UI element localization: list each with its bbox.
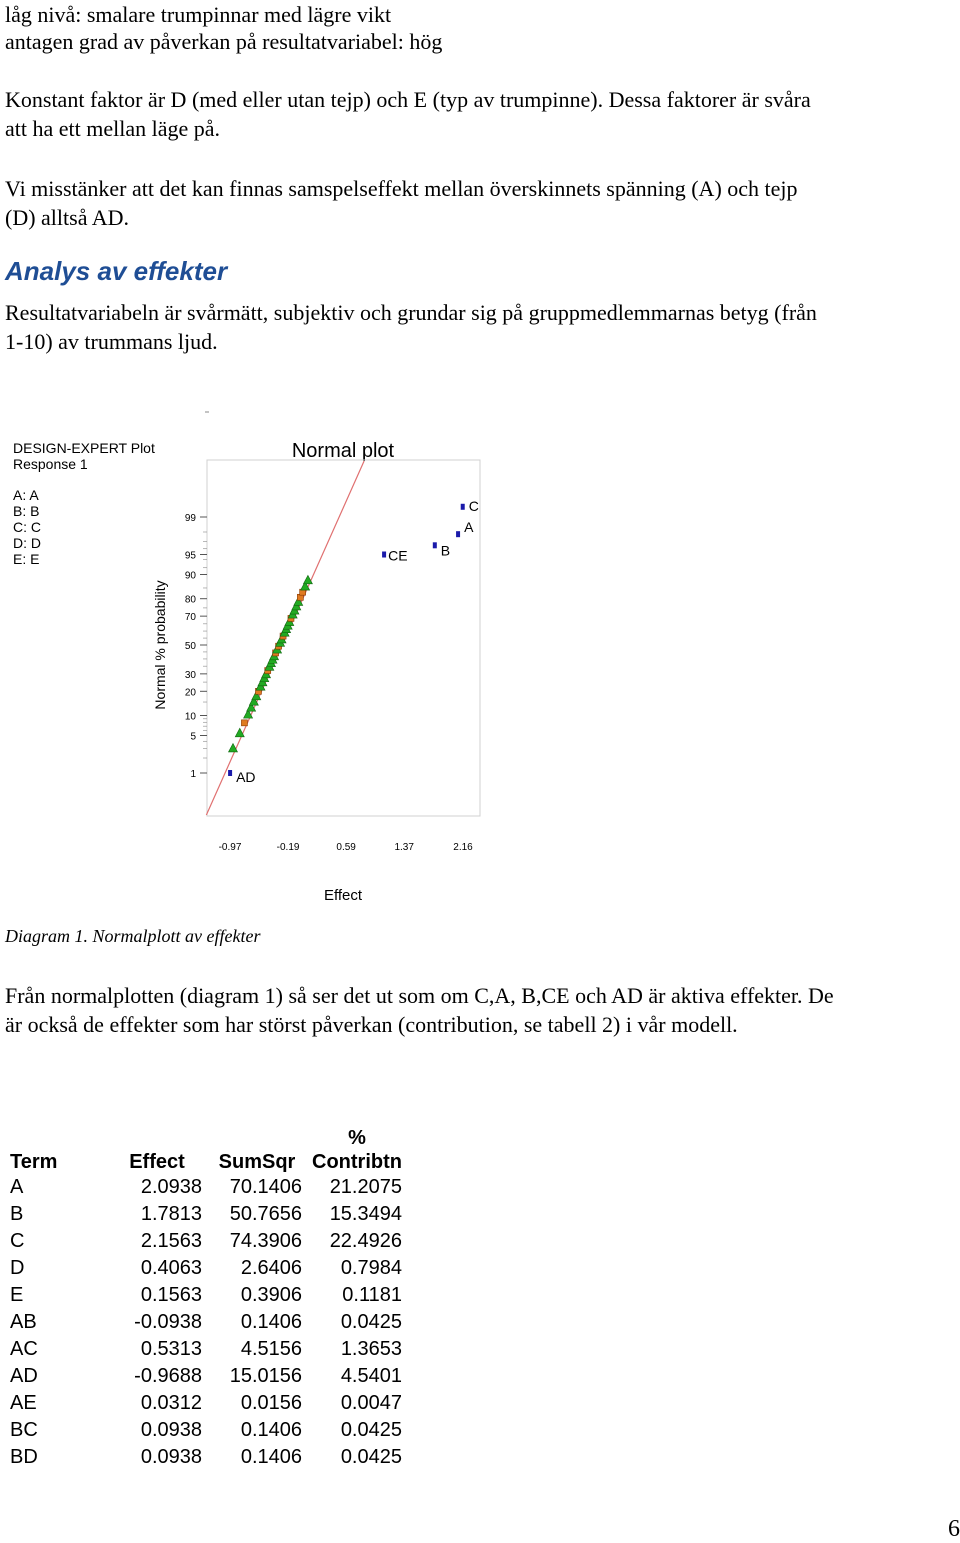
interaction-line-1: Vi misstänker att det kan finnas samspelseffekt mellan överskinnets spänning (A) och tejp (5, 176, 798, 201)
effect-cell: -0.0938 (134, 1311, 202, 1333)
y-tick-label: 80 (184, 594, 196, 606)
term-cell: BD (10, 1446, 38, 1468)
contribution-cell: 0.0425 (340, 1446, 402, 1468)
term-cell: BC (10, 1419, 38, 1441)
sumsqr-cell: 70.1406 (229, 1176, 302, 1198)
contribution-cell: 21.2075 (329, 1176, 402, 1198)
effect-cell: 2.0938 (140, 1176, 202, 1198)
header-effect: Effect (129, 1151, 185, 1173)
effects-table (5, 1120, 407, 1471)
header-contribtn: Contribtn (312, 1151, 402, 1173)
y-tick-label: 1 (190, 769, 196, 780)
section-para-line-2: 1-10) av trummans ljud. (5, 329, 218, 354)
table-row (5, 1336, 407, 1363)
labeled-point-marker (461, 504, 465, 510)
point-label: C (468, 497, 479, 514)
intro-line-1: låg nivå: smalare trumpinnar med lägre vikt (5, 2, 392, 27)
table-row (5, 1444, 407, 1471)
table-row (5, 1363, 407, 1390)
factor-legend-item: E: E (13, 551, 40, 567)
effect-cell: 2.1563 (140, 1230, 202, 1252)
plot-frame (207, 460, 480, 816)
contribution-cell: 0.0425 (340, 1311, 402, 1333)
effect-cell: 0.5313 (140, 1338, 202, 1360)
labeled-point-marker (456, 531, 460, 537)
contribution-cell: 15.3494 (329, 1203, 402, 1225)
y-ticks (185, 513, 207, 780)
effect-cell: 0.0938 (140, 1446, 202, 1468)
point-label: AD (236, 769, 256, 785)
point-label: A (464, 519, 474, 536)
effect-cell: -0.9688 (134, 1365, 202, 1387)
factor-legend-item: C: C (13, 519, 41, 535)
effect-cell: 0.4063 (140, 1257, 202, 1279)
sumsqr-cell: 50.7656 (229, 1203, 302, 1225)
labeled-point-marker (382, 551, 386, 557)
x-tick-label: 1.37 (394, 842, 414, 853)
term-cell: AC (10, 1338, 38, 1360)
header-sumsqr: SumSqr (218, 1151, 296, 1173)
table-row (5, 1201, 407, 1228)
table-header-row (5, 1120, 407, 1174)
chart-title: Normal plot (291, 440, 395, 462)
header-term: Term (10, 1151, 58, 1173)
constant-factors-line-1: Konstant faktor är D (med eller utan tejp) och E (typ av trumpinne). Dessa faktorer är svåra (5, 87, 811, 112)
x-tick-label: -0.19 (276, 842, 300, 853)
term-cell: AD (10, 1365, 38, 1387)
contribution-cell: 1.3653 (340, 1338, 402, 1360)
table-row (5, 1417, 407, 1444)
contribution-cell: 0.0047 (340, 1392, 402, 1414)
sumsqr-cell: 0.3906 (240, 1284, 302, 1306)
sumsqr-cell: 15.0156 (229, 1365, 302, 1387)
x-ticks (219, 842, 474, 853)
plot-response: Response 1 (13, 456, 88, 472)
normal-plot (0, 395, 960, 915)
y-tick-label: 50 (184, 641, 196, 652)
square-marker (241, 720, 247, 726)
contribution-cell: 0.7984 (340, 1257, 402, 1279)
effect-cell: 0.0312 (140, 1392, 202, 1414)
term-cell: D (10, 1257, 25, 1279)
y-tick-label: 20 (184, 687, 196, 699)
term-cell: A (10, 1176, 24, 1198)
y-tick-label: 99 (184, 513, 196, 524)
constant-factors-line-2: att ha ett mellan läge på. (5, 116, 221, 141)
sumsqr-cell: 74.3906 (229, 1230, 302, 1252)
point-cluster (228, 575, 312, 752)
sumsqr-cell: 0.1406 (240, 1419, 302, 1441)
figure-caption: Diagram 1. Normalplott av effekter (5, 926, 261, 946)
effect-cell: 0.1563 (140, 1284, 202, 1306)
intro-line-2: antagen grad av påverkan på resultatvariabel: hög (5, 29, 443, 54)
table-row (5, 1309, 407, 1336)
table-row (5, 1390, 407, 1417)
x-tick-label: -0.97 (218, 842, 242, 853)
contribution-cell: 0.1181 (342, 1284, 402, 1306)
y-tick-label: 10 (184, 711, 196, 723)
contribution-cell: 0.0425 (340, 1419, 402, 1441)
page-number: 6 (948, 1516, 960, 1542)
contribution-cell: 4.5401 (340, 1365, 402, 1387)
y-axis-label: Normal % probability (152, 580, 168, 710)
point-label: CE (388, 547, 408, 564)
effect-cell: 1.7813 (140, 1203, 202, 1225)
contribution-cell: 22.4926 (329, 1230, 402, 1252)
y-tick-label: 95 (184, 550, 196, 562)
labeled-point-marker (433, 542, 437, 548)
term-cell: AB (10, 1311, 37, 1333)
factor-legend-item: D: D (13, 535, 41, 551)
x-axis-label: Effect (323, 887, 363, 904)
labeled-point-marker (228, 770, 232, 776)
table-row (5, 1174, 407, 1201)
point-label: B (440, 542, 451, 559)
factor-legend-item: B: B (13, 503, 40, 519)
plot-source: DESIGN-EXPERT Plot (13, 440, 155, 456)
sumsqr-cell: 4.5156 (240, 1338, 302, 1360)
section-heading: Analys av effekter (5, 256, 228, 286)
y-tick-label: 30 (184, 669, 196, 681)
section-para-line-1: Resultatvariabeln är svårmätt, subjektiv och grundar sig på gruppmedlemmarnas betyg (från (5, 300, 817, 325)
effect-cell: 0.0938 (140, 1419, 202, 1441)
sumsqr-cell: 0.0156 (240, 1392, 302, 1414)
term-cell: AE (10, 1392, 37, 1414)
interaction-line-2: (D) alltså AD. (5, 205, 130, 230)
y-tick-label: 90 (184, 570, 196, 582)
table-row (5, 1228, 407, 1255)
sumsqr-cell: 2.6406 (240, 1257, 302, 1279)
term-cell: C (10, 1230, 25, 1252)
header-contribution (307, 1120, 407, 1174)
labeled-points (228, 498, 479, 785)
sumsqr-cell: 0.1406 (240, 1446, 302, 1468)
conclusion-line-2: är också de effekter som har störst påverkan (contribution, se tabell 2) i vår modell. (5, 1012, 738, 1037)
y-tick-label: 70 (184, 612, 196, 624)
table-body (5, 1174, 407, 1471)
y-tick-label: 5 (190, 731, 196, 743)
table-row (5, 1255, 407, 1282)
conclusion-line-1: Från normalplotten (diagram 1) så ser det ut som om C,A, B,CE och AD är aktiva effekter. De (5, 983, 834, 1008)
header-percent: % (348, 1127, 366, 1149)
x-tick-label: 0.59 (336, 842, 356, 853)
x-tick-label: 2.16 (453, 842, 473, 853)
factor-legend-item: A: A (13, 487, 39, 503)
sumsqr-cell: 0.1406 (240, 1311, 302, 1333)
term-cell: E (10, 1284, 24, 1306)
table-row (5, 1282, 407, 1309)
term-cell: B (10, 1203, 24, 1225)
